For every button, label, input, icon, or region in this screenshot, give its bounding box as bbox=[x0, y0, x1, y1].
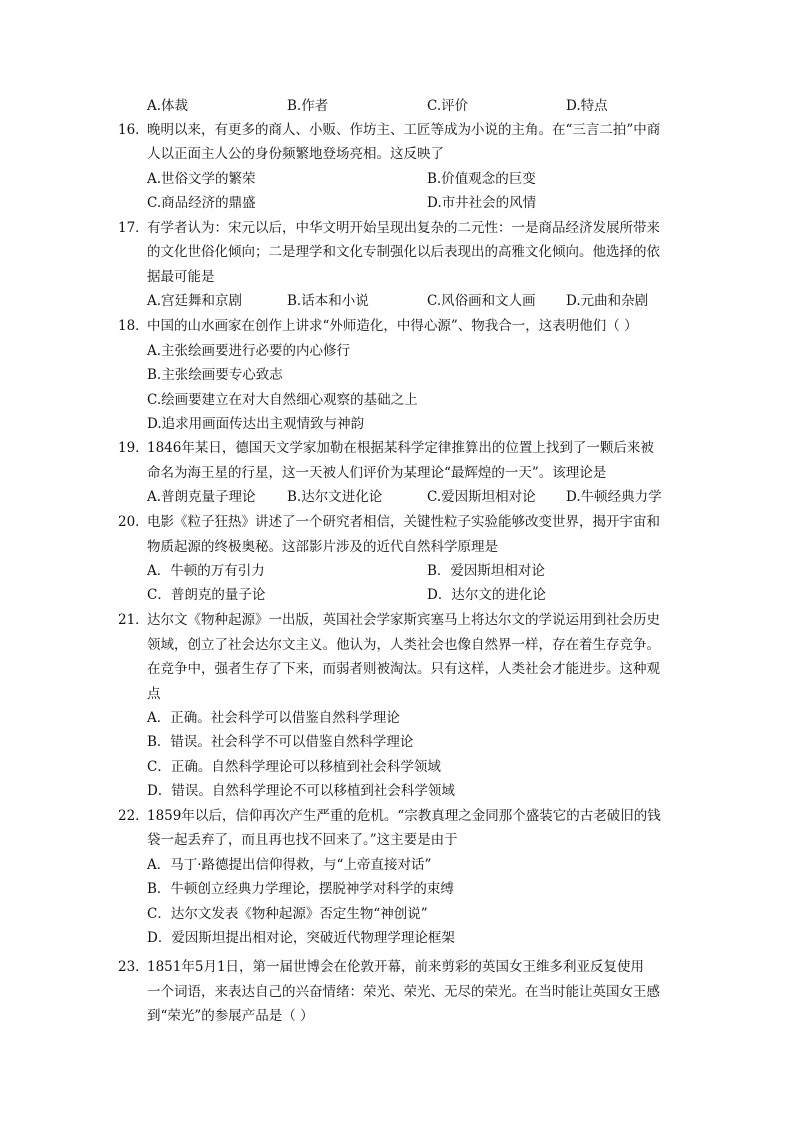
question-stem: 的文化世俗化倾向；二是理学和文化专制强化以后表现出的高雅文化倾向。他选择的依 bbox=[147, 244, 660, 260]
option-d: D.牛顿经典力学 bbox=[566, 489, 662, 505]
question-number: 22． bbox=[118, 808, 149, 824]
option-b: B．牛顿创立经典力学理论，摆脱神学对科学的束缚 bbox=[147, 881, 454, 897]
option-c: C.风俗画和文人画 bbox=[427, 293, 536, 309]
option-d: D．爱因斯坦提出相对论，突破近代物理学理论框架 bbox=[147, 930, 455, 946]
question-stem: 据最可能是 bbox=[147, 269, 215, 285]
question-stem: 人以正面主人公的身份频繁地登场亮相。这反映了 bbox=[147, 146, 444, 162]
option-c: C.评价 bbox=[427, 98, 469, 114]
question-number: 16． bbox=[118, 122, 149, 138]
question-stem: 在竞争中，强者生存了下来，而弱者则被淘汰。只有这样，人类社会才能进步。这种观 bbox=[147, 661, 660, 677]
question-stem: 一个词语，来表达自己的兴奋情绪：荣光、荣光、无尽的荣光。在当时能让英国女王感 bbox=[147, 984, 660, 1000]
option-b: B.主张绘画要专心致志 bbox=[147, 367, 283, 383]
question-stem: 中国的山水画家在创作上讲求“外师造化，中得心源”、物我合一，这表明他们（ ） bbox=[147, 318, 638, 334]
question-stem: 点 bbox=[147, 686, 161, 702]
question-stem: 物质起源的终极奥秘。这部影片涉及的近代自然科学原理是 bbox=[147, 539, 498, 555]
question-stem: 1851年5月1日，第一届世博会在伦敦开幕，前来剪彩的英国女王维多利亚反复使用 bbox=[147, 959, 645, 975]
option-d: D．错误。自然科学理论不可以移植到社会科学领域 bbox=[147, 783, 455, 799]
option-d: D．达尔文的进化论 bbox=[427, 587, 546, 603]
option-d: D.市井社会的风情 bbox=[427, 195, 537, 211]
question-number: 18． bbox=[118, 318, 149, 334]
question-stem: 领域，创立了社会达尔文主义。他认为，人类社会也像自然界一样，存在着生存竞争。 bbox=[147, 637, 660, 653]
option-a: A．牛顿的万有引力 bbox=[147, 563, 265, 579]
question-stem: 晚明以来，有更多的商人、小贩、作坊主、工匠等成为小说的主角。在“三言二拍”中商 bbox=[147, 122, 661, 138]
question-stem: 到“荣光”的参展产品是（ ） bbox=[147, 1008, 314, 1024]
question-stem: 达尔文《物种起源》一出版，英国社会学家斯宾塞马上将达尔文的学说运用到社会历史 bbox=[147, 612, 660, 628]
option-c: C．正确。自然科学理论可以移植到社会科学领域 bbox=[147, 759, 441, 775]
question-number: 19． bbox=[118, 440, 149, 456]
option-b: B．爱因斯坦相对论 bbox=[427, 563, 545, 579]
option-b: B.作者 bbox=[287, 98, 329, 114]
option-b: B．错误。社会科学不可以借鉴自然科学理论 bbox=[147, 734, 414, 750]
option-c: C.爱因斯坦相对论 bbox=[427, 489, 536, 505]
option-c: C.绘画要建立在对大自然细心观察的基础之上 bbox=[147, 392, 418, 408]
question-stem: 命名为海王星的行星，这一天被人们评价为某理论“最辉煌的一天”。该理论是 bbox=[147, 465, 607, 481]
option-a: A．马丁·路德提出信仰得救，与“上帝直接对话” bbox=[147, 857, 432, 873]
question-stem: 电影《粒子狂热》讲述了一个研究者相信，关键性粒子实验能够改变世界，揭开宇宙和 bbox=[147, 514, 660, 530]
option-d: D.特点 bbox=[566, 98, 608, 114]
option-b: B.达尔文进化论 bbox=[287, 489, 383, 505]
option-c: C．达尔文发表《物种起源》否定生物“神创说” bbox=[147, 906, 428, 922]
question-number: 21． bbox=[118, 612, 149, 628]
option-d: D.追求用画面传达出主观情致与神韵 bbox=[147, 416, 365, 432]
option-c: C．普朗克的量子论 bbox=[147, 587, 266, 603]
option-a: A.世俗文学的繁荣 bbox=[147, 171, 256, 187]
option-a: A．正确。社会科学可以借鉴自然科学理论 bbox=[147, 710, 400, 726]
option-d: D.元曲和杂剧 bbox=[566, 293, 649, 309]
option-c: C.商品经济的鼎盛 bbox=[147, 195, 256, 211]
option-a: A.宫廷舞和京剧 bbox=[147, 293, 243, 309]
option-b: B.价值观念的巨变 bbox=[427, 171, 536, 187]
option-b: B.话本和小说 bbox=[287, 293, 369, 309]
question-number: 17． bbox=[118, 220, 149, 236]
question-stem: 袋一起丢弃了，而且再也找不回来了。”这主要是由于 bbox=[147, 832, 458, 848]
option-a: A.主张绘画要进行必要的内心修行 bbox=[147, 343, 351, 359]
option-a: A.体裁 bbox=[147, 98, 189, 114]
question-number: 20． bbox=[118, 514, 149, 530]
question-stem: 1859年以后，信仰再次产生严重的危机。“宗教真理之金同那个盛装它的古老破旧的钱 bbox=[147, 808, 661, 824]
question-stem: 有学者认为：宋元以后，中华文明开始呈现出复杂的二元性：一是商品经济发展所带来 bbox=[147, 220, 660, 236]
option-a: A.普朗克量子理论 bbox=[147, 489, 256, 505]
question-number: 23． bbox=[118, 959, 149, 975]
question-stem: 1846年某日，德国天文学家加勒在根据某科学定律推算出的位置上找到了一颗后来被 bbox=[147, 440, 654, 456]
